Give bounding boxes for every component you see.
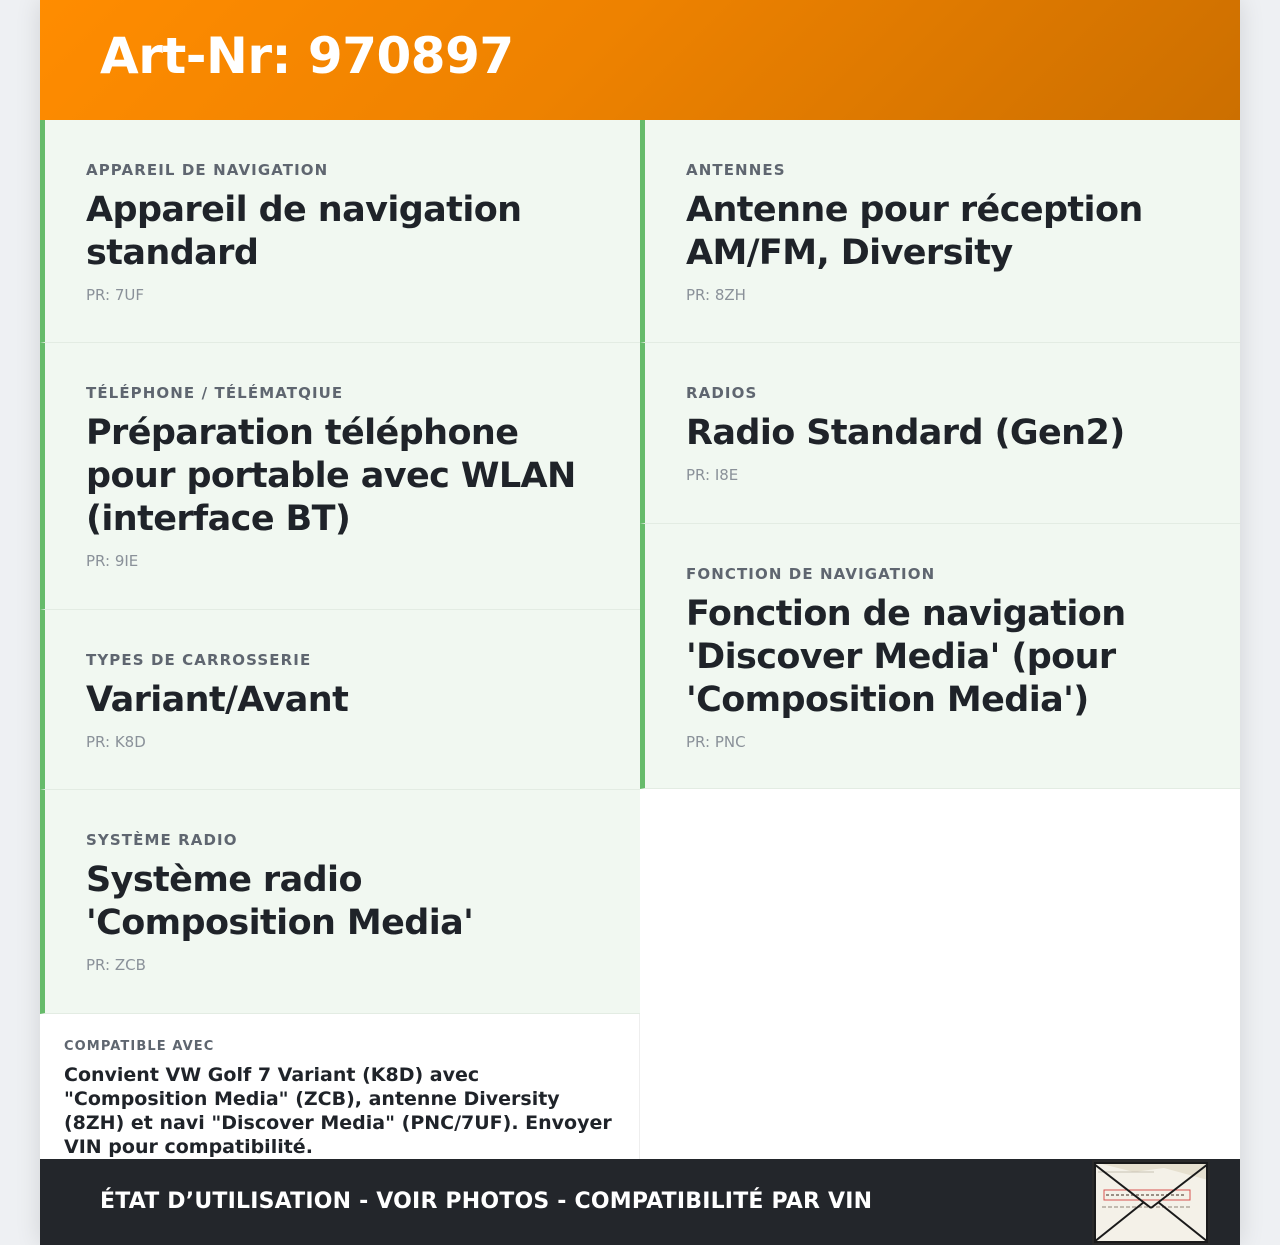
feature-value: Radio Standard (Gen2) bbox=[686, 413, 1125, 453]
feature-cell-nav-function bbox=[640, 524, 1240, 789]
feature-category: TYPES DE CARROSSERIE bbox=[86, 651, 312, 669]
feature-cell-radio bbox=[640, 343, 1240, 524]
footer-bar bbox=[40, 1159, 1240, 1245]
feature-pr-code: PR: PNC bbox=[686, 733, 746, 751]
feature-value: Fonction de navigation 'Discover Media' (pour 'Composition Media') bbox=[686, 594, 1126, 720]
feature-pr-code: PR: 7UF bbox=[86, 286, 144, 304]
compatibility-label: COMPATIBLE AVEC bbox=[64, 1039, 215, 1054]
feature-cell-phone bbox=[40, 343, 640, 610]
feature-category: TÉLÉPHONE / TÉLÉMATQIUE bbox=[86, 384, 344, 402]
feature-cell-radio-system bbox=[40, 790, 640, 1014]
feature-value: Appareil de navigation standard bbox=[86, 190, 522, 273]
footer-condition-text: ÉTAT D’UTILISATION - VOIR PHOTOS - COMPATIBILITÉ PAR VIN bbox=[100, 1189, 873, 1214]
feature-category: APPAREIL DE NAVIGATION bbox=[86, 161, 329, 179]
feature-pr-code: PR: 9IE bbox=[86, 552, 139, 570]
compatibility-box bbox=[40, 1014, 640, 1159]
envelope-thumbnail-graphic bbox=[1094, 1162, 1208, 1243]
feature-category: RADIOS bbox=[686, 384, 758, 402]
feature-category: ANTENNES bbox=[686, 161, 786, 179]
feature-pr-code: PR: ZCB bbox=[86, 956, 146, 974]
feature-category: FONCTION DE NAVIGATION bbox=[686, 565, 936, 583]
product-card bbox=[40, 0, 1240, 1245]
feature-category: SYSTÈME RADIO bbox=[86, 831, 238, 849]
feature-cell-body-type bbox=[40, 610, 640, 790]
feature-pr-code: PR: 8ZH bbox=[686, 286, 746, 304]
feature-pr-code: PR: K8D bbox=[86, 733, 146, 751]
feature-pr-code: PR: I8E bbox=[686, 466, 739, 484]
feature-value: Antenne pour réception AM/FM, Diversity bbox=[686, 190, 1143, 273]
compatibility-text: Convient VW Golf 7 Variant (K8D) avec "Composition Media" (ZCB), antenne Diversity (8ZH) et navi "Discover Media" (PNC/7UF). Envoyer VIN pour compatibilité. bbox=[64, 1064, 612, 1158]
feature-value: Variant/Avant bbox=[86, 680, 349, 720]
feature-value: Préparation téléphone pour portable avec WLAN (interface BT) bbox=[86, 413, 576, 539]
feature-column-left bbox=[40, 120, 640, 1014]
header-banner bbox=[40, 0, 1240, 120]
feature-value: Système radio 'Composition Media' bbox=[86, 860, 474, 943]
article-number-title: Art-Nr: 970897 bbox=[100, 27, 514, 85]
envelope-icon[interactable] bbox=[1092, 1160, 1210, 1245]
feature-cell-antenna bbox=[640, 120, 1240, 343]
feature-column-right bbox=[640, 120, 1240, 789]
feature-cell-nav-device bbox=[40, 120, 640, 343]
